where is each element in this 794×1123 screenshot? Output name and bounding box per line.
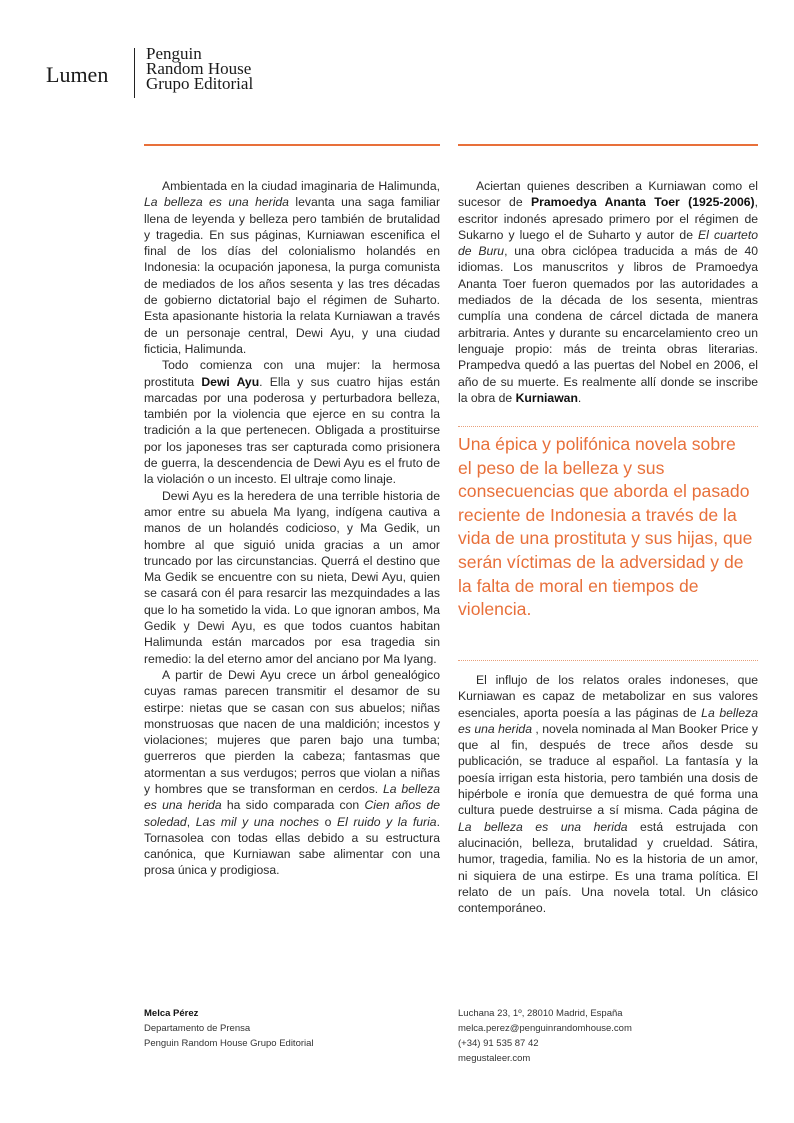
book-title: La belleza es una herida — [458, 705, 758, 736]
text-run: Todo comienza con una mujer: la hermosa prostituta — [144, 358, 440, 389]
text-run: , escritor indonés apresado primero por el régimen de Sukarno y luego el de Suharto y autor de — [458, 195, 758, 242]
logo-line-3: Grupo Editorial — [146, 74, 254, 93]
text-run: levanta una saga familiar llena de leyenda y belleza pero también de brutalidad y tragedia. En sus páginas, Kurniawan escenifica el final de los días del colonialismo holandés en Indonesia: la ocupación japonesa, la purga comunista de mediados de los años sesenta y las tres décadas de gobierno dictatorial bajo el régimen de Suharto. Esta apasionante historia la relata Kurniawan a través de un personaje central, Dewi Ayu, y una ciudad ficticia, Halimunda. — [144, 195, 440, 356]
bold-name: Dewi Ayu — [201, 374, 260, 389]
email-link[interactable]: melca.perez@penguinrandomhouse.com — [458, 1023, 632, 1034]
logo-divider — [134, 48, 135, 98]
footer-contact — [144, 1006, 434, 1051]
bold-name: Kurniawan — [515, 390, 578, 405]
book-title: La belleza es una herida — [144, 195, 289, 210]
footer-address — [458, 1006, 758, 1066]
text-run: Aciertan quienes describen a Kurniawan como el sucesor de — [458, 179, 758, 210]
penguin-random-house-logo — [146, 46, 253, 91]
text-run: , novela nominada al Man Booker Price y que al fin, después de trece años desde su publicación, se traduce al español. La fantasía y la poesía irrigan esta historia, pero también una dosis de hipérbole e ironía que demuestra de qué forma una cultura puede destruirse a sí misma. Cada página de — [458, 721, 758, 818]
paragraph — [144, 488, 440, 667]
text-run: o — [319, 814, 337, 829]
contact-company: Penguin Random House Grupo Editorial — [144, 1038, 314, 1049]
pull-quote: Una épica y polifónica novela sobre el peso de la belleza y sus consecuencias que aborda el pasado reciente de Indonesia a través de la vida de una prostituta y sus hijas, que serán víctimas de la adversidad y de la falta de moral en tiempos de violencia. — [458, 434, 753, 620]
paragraph — [144, 178, 440, 357]
book-title: Cien años de soledad — [144, 798, 441, 829]
left-column — [144, 178, 440, 879]
bold-name: Pramoedya Ananta Toer (1925-2006) — [530, 195, 755, 210]
text-run: A partir de Dewi Ayu crece un árbol genealógico cuyas ramas parecen transmitir el desamor de su estirpe: nietas que se casan con sus abuelos; niñas monstruosas que nacen de una maldición; incestos y violaciones; mujeres que paren bajo una tumba; guerreros que pierden la cabeza; fantasmas que atormentan a sus verdugos; perros que violan a niñas y hombres que se transforman en cerdos. — [144, 667, 440, 796]
phone-number: (+34) 91 535 87 42 — [458, 1038, 539, 1049]
text-run: . — [577, 390, 582, 405]
contact-department: Departamento de Prensa — [144, 1023, 251, 1034]
text-run: Ambientada en la ciudad imaginaria de Halimunda, — [162, 179, 440, 193]
lumen-logo: Lumen — [46, 62, 109, 87]
text-run: Dewi Ayu es la heredera de una terrible historia de amor entre su abuela Ma Iyang, indígena cautiva a manos de un holandés codicioso, y Ma Gedik, un hombre al que siguió unida gracias a un amor truncado por las circunstancias. Querrá el destino que Ma Gedik se encuentre con su nieta, Dewi Ayu, quien se casará con él para resarcir las mezquindades a las que lo ha sometido la vida. Lo que ignoran ambos, Ma Gedik y Dewi Ayu, es que todos cuantos habitan Halimunda están marcados por esa tragedia sin remedio: la del eterno amor del anciano por Ma Iyang. — [144, 488, 440, 666]
book-title: El cuarteto de Buru — [458, 227, 758, 259]
text-run: ha sido comparada con — [221, 798, 365, 813]
quote-divider-top — [458, 426, 758, 427]
contact-name: Melca Pérez — [144, 1008, 199, 1019]
book-title: La belleza es una herida — [144, 781, 440, 813]
text-run: . Ella y sus cuatro hijas están marcadas por una poderosa y perturbadora belleza, también por la violencia que ejerce en su contra la tradición a la que pertenecen. Obligada a prostituirse por los japoneses tras ser capturada como prisionera de guerra, la descendencia de Dewi Ayu es el fruto de la violación o un incesto. El ultraje como linaje. — [144, 374, 440, 487]
quote-divider-bottom — [458, 660, 758, 661]
paragraph — [144, 357, 440, 487]
logo-line-1: Penguin — [146, 44, 202, 63]
right-column-top — [458, 178, 758, 406]
logo-line-2: Random House — [146, 59, 252, 78]
text-run: , — [186, 814, 196, 829]
paragraph — [458, 672, 758, 916]
left-column-rule — [144, 144, 440, 146]
website-link[interactable]: megustaleer.com — [458, 1053, 531, 1064]
text-run: . Tornasolea con todas ellas debido a su estructura canónica, que Kurniawan sabe alimentar con una prosa única y prodigiosa. — [144, 814, 440, 878]
right-column-rule — [458, 144, 758, 146]
paragraph — [458, 178, 758, 406]
text-run: está estrujada con alucinación, belleza, brutalidad y crueldad. Sátira, humor, tragedia, familia. No es la historia de un amor, ni siquiera de una estirpe. Es una trama política. El relato de un país. Una novela total. Un clásico contemporáneo. — [458, 819, 758, 916]
right-column-bottom — [458, 672, 758, 916]
text-run: El influjo de los relatos orales indoneses, que Kurniawan es capaz de metabolizar en sus valores esenciales, aporta poesía a las páginas de — [458, 673, 758, 720]
book-title: Las mil y una noches — [195, 814, 320, 829]
book-title: La belleza es una herida — [458, 819, 628, 834]
paragraph — [144, 667, 440, 879]
book-title: El ruido y la furia — [336, 814, 437, 829]
address-line: Luchana 23, 1º, 28010 Madrid, España — [458, 1008, 623, 1019]
text-run: , una obra ciclópea traducida a más de 40 idiomas. Los manuscritos y libros de Pramoedya Ananta Toer fueron quemados por las autoridades a mediados de la década de los sesenta, mientras cumplía una condena de cárcel dictada de manera arbitraria. Antes y durante su encarcelamiento creo un lenguaje propio: más de treinta obras literarias. Prampedva quedó a las puertas del Nobel en 2006, el año de su muerte. Es realmente allí donde se inscribe la obra de — [458, 244, 759, 405]
